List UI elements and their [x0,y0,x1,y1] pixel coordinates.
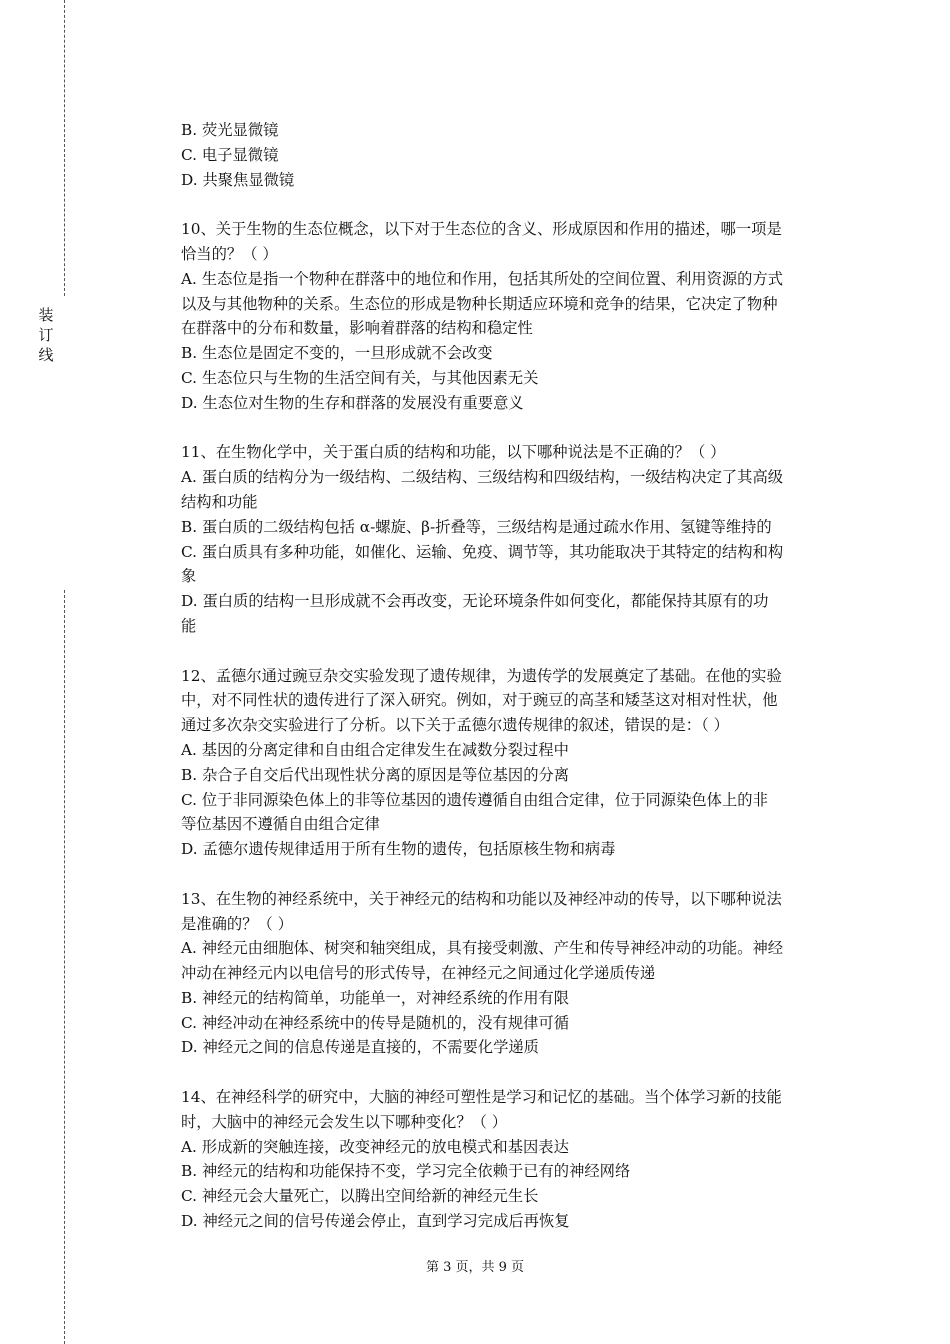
question-spacer [181,1060,841,1085]
question-spacer [181,416,841,441]
answer-option-line: 象 [181,567,197,586]
previous-question-option: C. 电子显微镜 [181,145,279,164]
answer-option-line: D. 生态位对生物的生存和群落的发展没有重要意义 [181,393,524,412]
answer-option-line: B. 杂合子自交后代出现性状分离的原因是等位基因的分离 [181,765,570,784]
question-stem-line: 13、在生物的神经系统中，关于神经元的结构和功能以及神经冲动的传导，以下哪种说法 [181,889,782,908]
answer-option-line: A. 神经元由细胞体、树突和轴突组成，具有接受刺激、产生和传导神经冲动的功能。神经 [181,939,784,958]
question-stem-line: 中，对不同性状的遗传进行了深入研究。例如，对于豌豆的高茎和矮茎这对相对性状，他 [181,691,778,710]
answer-option-line: C. 神经元会大量死亡，以腾出空间给新的神经元生长 [181,1187,539,1206]
question-stem-line: 时，大脑中的神经元会发生以下哪种变化？（ ） [181,1112,508,1131]
answer-option-line: C. 神经冲动在神经系统中的传导是随机的，没有规律可循 [181,1013,570,1032]
binding-label: 装订线 [38,306,54,364]
question-stem-line: 通过多次杂交实验进行了分析。以下关于孟德尔遗传规律的叙述，错误的是：（ ） [181,716,729,735]
question-spacer [181,192,841,217]
answer-option-line: D. 神经元之间的信号传递会停止，直到学习完成后再恢复 [181,1212,570,1231]
answer-option-line: 等位基因不遵循自由组合定律 [181,815,380,834]
question-stem-line: 14、在神经科学的研究中，大脑的神经可塑性是学习和记忆的基础。当个体学习新的技能 [181,1088,782,1107]
question-spacer [181,639,841,664]
question-stem-line: 恰当的？（ ） [181,244,278,263]
binding-dashed-line-bottom [64,590,65,1344]
answer-option-line: B. 蛋白质的二级结构包括 α-螺旋、β-折叠等，三级结构是通过疏水作用、氢键等维持的 [181,517,772,536]
answer-option-line: C. 蛋白质具有多种功能，如催化、运输、免疫、调节等，其功能取决于其特定的结构和构 [181,542,784,561]
answer-option-line: 结构和功能 [181,492,258,511]
answer-option-line: A. 基因的分离定律和自由组合定律发生在减数分裂过程中 [181,740,569,759]
answer-option-line: B. 神经元的结构和功能保持不变，学习完全依赖于已有的神经网络 [181,1162,631,1181]
question-stem-line: 11、在生物化学中，关于蛋白质的结构和功能，以下哪种说法是不正确的？（ ） [181,443,726,462]
answer-option-line: C. 位于非同源染色体上的非等位基因的遗传遵循自由组合定律，位于同源染色体上的非 [181,790,768,809]
answer-option-line: A. 形成新的突触连接，改变神经元的放电模式和基因表达 [181,1137,569,1156]
answer-option-line: A. 生态位是指一个物种在群落中的地位和作用，包括其所处的空间位置、利用资源的方式 [181,269,784,288]
answer-option-line: D. 孟德尔遗传规律适用于所有生物的遗传，包括原核生物和病毒 [181,840,616,859]
answer-option-line: 冲动在神经元内以电信号的形式传导，在神经元之间通过化学递质传递 [181,964,656,983]
question-stem-line: 10、关于生物的生态位概念，以下对于生态位的含义、形成原因和作用的描述，哪一项是 [181,220,782,239]
question-stem-line: 12、孟德尔通过豌豆杂交实验发现了遗传规律，为遗传学的发展奠定了基础。在他的实验 [181,666,782,685]
page-footer: 第 3 页，共 9 页 [425,1260,525,1275]
previous-question-option: D. 共聚焦显微镜 [181,170,295,189]
answer-option-line: 以及与其他物种的关系。生态位的形成是物种长期适应环境和竞争的结果，它决定了物种 [181,294,778,313]
answer-option-line: A. 蛋白质的结构分为一级结构、二级结构、三级结构和四级结构，一级结构决定了其高级 [181,468,784,487]
previous-question-option: B. 荧光显微镜 [181,121,279,139]
answer-option-line: D. 蛋白质的结构一旦形成就不会再改变，无论环境条件如何变化，都能保持其原有的功 [181,592,769,611]
answer-option-line: B. 生态位是固定不变的，一旦形成就不会改变 [181,344,493,363]
answer-option-line: C. 生态位只与生物的生活空间有关，与其他因素无关 [181,368,539,387]
answer-option-line: B. 神经元的结构简单，功能单一，对神经系统的作用有限 [181,988,570,1007]
binding-dashed-line-top [64,0,65,296]
answer-option-line: D. 神经元之间的信息传递是直接的，不需要化学递质 [181,1038,539,1057]
exam-content [181,118,841,1234]
answer-option-line: 在群落中的分布和数量，影响着群落的结构和稳定性 [181,319,533,338]
question-spacer [181,862,841,887]
answer-option-line: 能 [181,616,197,635]
question-stem-line: 是准确的？（ ） [181,914,293,933]
